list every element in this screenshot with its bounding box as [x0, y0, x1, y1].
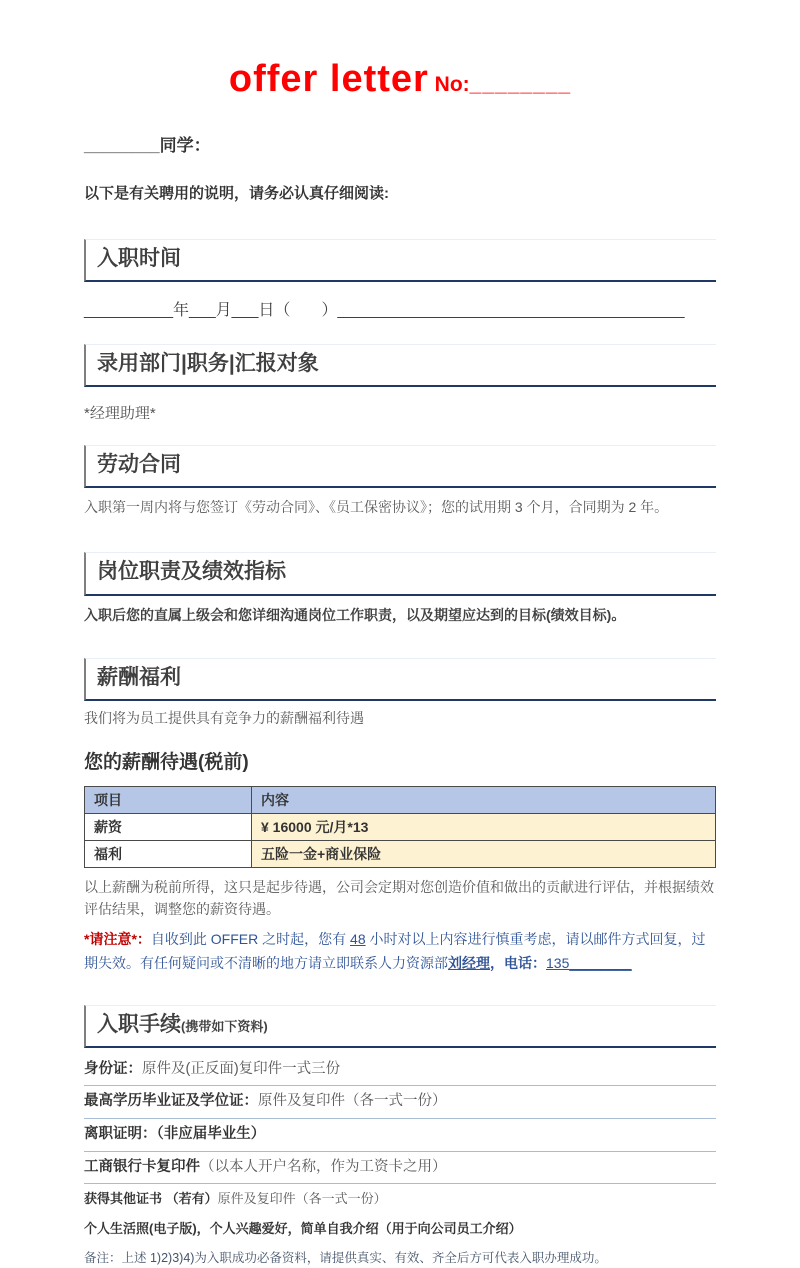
- document-title: [84, 58, 716, 101]
- item-label: 最高学历毕业证及学位证：: [84, 1093, 258, 1110]
- notice-phone: 135: [546, 954, 570, 971]
- table-row: [85, 840, 716, 867]
- greeting-line: [84, 131, 716, 156]
- item-detail: 原件及复印件（各一式一份）: [217, 1191, 387, 1207]
- title-no-label: No:: [428, 73, 470, 96]
- list-item: [84, 1152, 716, 1185]
- duty-body: 入职后您的直属上级会和您详细沟通岗位工作职责，以及期望应达到的目标(绩效目标)。: [84, 606, 626, 623]
- contract-body: 入职第一周内将与您签订《劳动合同》、《员工保密协议》；您的试用期 3 个月，合同期为 2 年。: [84, 499, 669, 516]
- procedure-header-small: (携带如下资料): [181, 1018, 268, 1034]
- salary-row-item: 薪资: [85, 813, 252, 840]
- salary-subhead: 您的薪酬待遇(税前): [84, 751, 249, 773]
- salary-table-header-content: 内容: [252, 786, 716, 813]
- onboard-date-blank-line: __________年___月___日（ ）_______________________________________: [84, 302, 685, 320]
- notice-phone-blank: ________: [569, 954, 632, 971]
- notice-manager-name: 刘经理: [448, 954, 490, 971]
- greeting-name-blank: ________: [84, 136, 160, 155]
- section-header-onboard-time: 入职时间: [84, 239, 716, 282]
- notice-hours: 48: [350, 931, 366, 948]
- section-header-duty: 岗位职责及绩效指标: [84, 552, 716, 595]
- salary-note: 以上薪酬为税前所得，这只是起步待遇，公司会定期对您创造价值和做出的贡献进行评估，并根据绩效评估结果，调整您的薪资待遇。: [84, 878, 714, 918]
- notice-paragraph: [84, 928, 716, 974]
- greeting-text: 同学：: [159, 136, 211, 155]
- title-text: offer letter: [228, 58, 429, 100]
- item-detail: 原件及(正反面)复印件一式三份: [142, 1060, 341, 1077]
- item-detail: 原件及复印件（各一式一份）: [258, 1093, 447, 1110]
- section-header-salary: 薪酬福利: [84, 658, 716, 701]
- item-label: 工商银行卡复印件: [84, 1158, 200, 1175]
- salary-table-header-item: 项目: [85, 786, 252, 813]
- intro-line: 以下是有关聘用的说明，请务必认真仔细阅读:: [84, 185, 389, 202]
- list-item: [84, 1054, 716, 1087]
- section-header-procedure: [84, 1005, 716, 1048]
- notice-part3: ，电话：: [490, 954, 546, 971]
- notice-part2: 小时对以上内容进行慎重考虑，请以邮件方式回复，过期失效。有任何疑问或不清晰的地方请立即联系人力资源部: [84, 931, 706, 971]
- salary-table-header-row: [85, 786, 716, 813]
- list-item: [84, 1086, 716, 1119]
- salary-intro: 我们将为员工提供具有竞争力的薪酬福利待遇: [84, 709, 364, 726]
- item-label: 获得其他证书 （若有）: [84, 1191, 218, 1207]
- notice-part1: 自收到此 OFFER 之时起，您有: [150, 931, 351, 948]
- list-item: [84, 1214, 716, 1244]
- salary-row-value: ¥ 16000 元/月*13: [252, 813, 716, 840]
- benefit-row-value: 五险一金+商业保险: [252, 840, 716, 867]
- item-detail: （以本人开户名称，作为工资卡之用）: [200, 1158, 447, 1175]
- item-label: 个人生活照(电子版)，个人兴趣爱好，简单自我介绍（用于向公司员工介绍）: [84, 1220, 522, 1236]
- notice-label: *请注意*：: [84, 931, 151, 948]
- procedure-checklist: [84, 1054, 716, 1243]
- benefit-row-item: 福利: [85, 840, 252, 867]
- section-header-department: 录用部门|职务|汇报对象: [84, 344, 716, 387]
- item-label: 身份证：: [84, 1060, 142, 1077]
- salary-table: [84, 786, 716, 868]
- section-header-contract: 劳动合同: [84, 445, 716, 488]
- list-item: [84, 1184, 716, 1214]
- title-no-blank: ________: [469, 73, 572, 96]
- procedure-remark: 备注：上述 1)2)3)4)为入职成功必备资料，请提供真实、有效、齐全后方可代表入职办理成功。: [84, 1251, 607, 1266]
- department-value: *经理助理*: [84, 405, 156, 423]
- item-label: 离职证明：（非应届毕业生）: [84, 1125, 266, 1142]
- list-item: [84, 1119, 716, 1152]
- procedure-header-main: 入职手续: [97, 1012, 181, 1036]
- table-row: [85, 813, 716, 840]
